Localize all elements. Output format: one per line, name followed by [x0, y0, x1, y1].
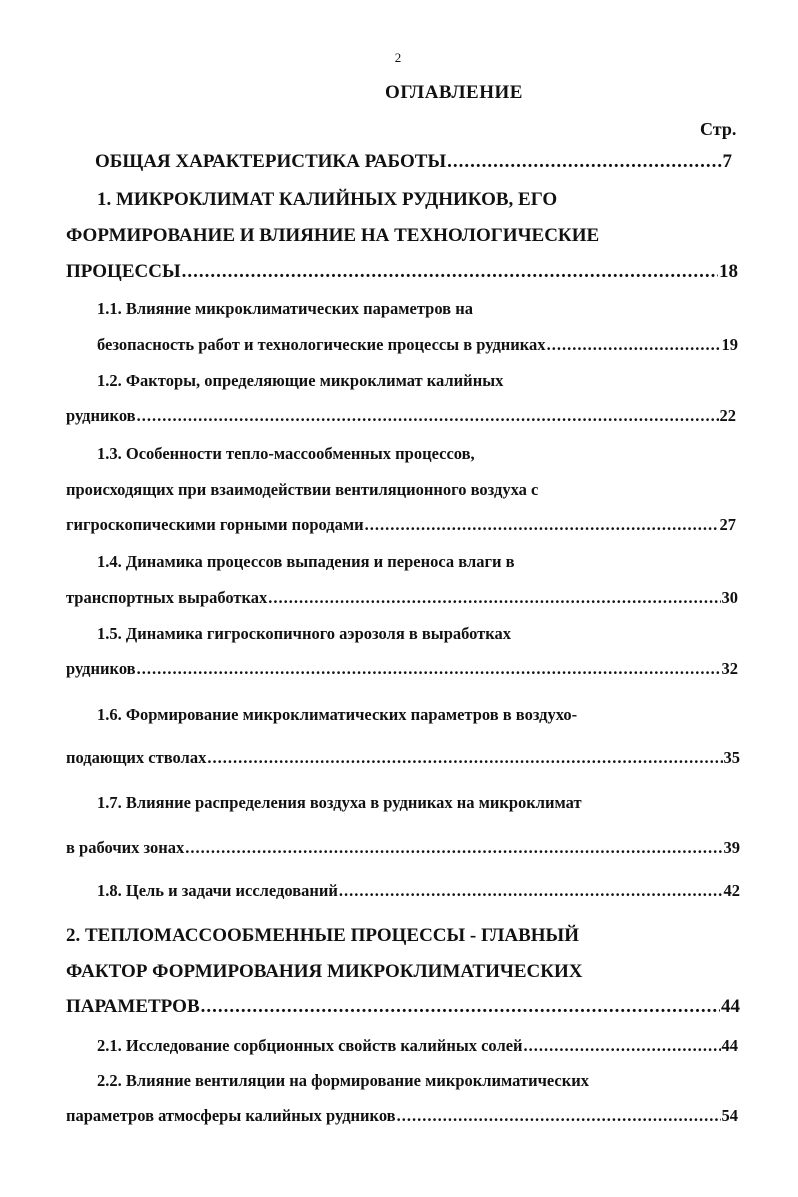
- toc-entry-text: ОБЩАЯ ХАРАКТЕРИСТИКА РАБОТЫ: [95, 151, 447, 172]
- toc-entry-text: подающих стволах: [66, 748, 207, 767]
- leader-dots: [201, 996, 720, 1018]
- toc-section-1-1-line-2[interactable]: [97, 335, 738, 355]
- leader-dots: [339, 881, 723, 901]
- toc-section-1-6-line-2[interactable]: [66, 748, 740, 768]
- leader-dots: [397, 1106, 721, 1126]
- toc-entry-page: 19: [721, 335, 738, 354]
- toc-entry-page: 35: [723, 748, 740, 767]
- leader-dots: [207, 748, 722, 768]
- toc-entry-page: 27: [719, 515, 736, 534]
- toc-entry-page: 7: [722, 151, 732, 172]
- leader-dots: [137, 659, 721, 679]
- leader-dots: [547, 335, 721, 355]
- leader-dots: [447, 151, 721, 173]
- toc-entry-general[interactable]: [95, 151, 732, 173]
- toc-section-1-7-line-2[interactable]: [66, 838, 740, 858]
- toc-entry-text: 1.8. Цель и задачи исследований: [97, 881, 338, 900]
- toc-section-1-6-line-1[interactable]: 1.6. Формирование микроклиматических параметров в воздухо-: [97, 705, 578, 724]
- leader-dots: [137, 406, 719, 426]
- toc-section-1-8[interactable]: [97, 881, 740, 901]
- toc-entry-text: рудников: [66, 406, 136, 425]
- toc-entry-page: 42: [723, 881, 740, 900]
- toc-entry-text: гигроскопическими горными породами: [66, 515, 364, 534]
- toc-section-1-2-line-1[interactable]: 1.2. Факторы, определяющие микроклимат калийных: [97, 371, 504, 390]
- toc-entry-text: безопасность работ и технологические процессы в рудниках: [97, 335, 546, 354]
- page-column-header: Стр.: [700, 119, 737, 139]
- toc-entry-text: транспортных выработках: [66, 588, 268, 607]
- toc-chapter-2-line-2[interactable]: ФАКТОР ФОРМИРОВАНИЯ МИКРОКЛИМАТИЧЕСКИХ: [66, 961, 583, 982]
- toc-entry-text: ПРОЦЕССЫ: [66, 261, 181, 282]
- toc-section-1-3-line-3[interactable]: [66, 515, 736, 535]
- toc-section-2-1[interactable]: [97, 1036, 738, 1056]
- toc-entry-page: 30: [721, 588, 738, 607]
- leader-dots: [268, 588, 720, 608]
- toc-section-2-2-line-1[interactable]: 2.2. Влияние вентиляции на формирование микроклиматических: [97, 1071, 590, 1090]
- toc-section-1-3-line-1[interactable]: 1.3. Особенности тепло-массообменных процессов,: [97, 444, 475, 463]
- leader-dots: [182, 261, 718, 283]
- toc-section-1-7-line-1[interactable]: 1.7. Влияние распределения воздуха в рудниках на микроклимат: [97, 793, 582, 812]
- toc-section-1-1-line-1[interactable]: 1.1. Влияние микроклиматических параметров на: [97, 299, 473, 318]
- toc-entry-text: в рабочих зонах: [66, 838, 185, 857]
- leader-dots: [365, 515, 719, 535]
- toc-entry-page: 18: [719, 261, 738, 282]
- toc-entry-page: 44: [721, 1036, 738, 1055]
- toc-section-1-4-line-1[interactable]: 1.4. Динамика процессов выпадения и переноса влаги в: [97, 552, 515, 571]
- toc-entry-text: ПАРАМЕТРОВ: [66, 996, 200, 1017]
- toc-chapter-1-line-3[interactable]: [66, 261, 738, 283]
- page-title: ОГЛАВЛЕНИЕ: [385, 82, 523, 103]
- toc-chapter-1-line-2[interactable]: ФОРМИРОВАНИЕ И ВЛИЯНИЕ НА ТЕХНОЛОГИЧЕСКИЕ: [66, 225, 600, 246]
- toc-chapter-2-line-3[interactable]: [66, 996, 740, 1018]
- toc-entry-text: 2.1. Исследование сорбционных свойств калийных солей: [97, 1036, 523, 1055]
- toc-entry-page: 22: [719, 406, 736, 425]
- toc-section-1-5-line-1[interactable]: 1.5. Динамика гигроскопичного аэрозоля в выработках: [97, 624, 512, 643]
- leader-dots: [524, 1036, 721, 1056]
- toc-section-1-4-line-2[interactable]: [66, 588, 738, 608]
- toc-entry-page: 44: [721, 996, 740, 1017]
- leader-dots: [185, 838, 722, 858]
- toc-section-2-2-line-2[interactable]: [66, 1106, 738, 1126]
- toc-chapter-1-line-1[interactable]: 1. МИКРОКЛИМАТ КАЛИЙНЫХ РУДНИКОВ, ЕГО: [97, 189, 558, 210]
- toc-section-1-3-line-2[interactable]: происходящих при взаимодействии вентиляционного воздуха с: [66, 480, 539, 499]
- toc-entry-text: рудников: [66, 659, 136, 678]
- toc-entry-page: 39: [723, 838, 740, 857]
- toc-section-1-2-line-2[interactable]: [66, 406, 736, 426]
- page-number: 2: [394, 50, 402, 65]
- toc-section-1-5-line-2[interactable]: [66, 659, 738, 679]
- toc-entry-page: 54: [721, 1106, 738, 1125]
- toc-entry-text: параметров атмосферы калийных рудников: [66, 1106, 396, 1125]
- toc-chapter-2-line-1[interactable]: 2. ТЕПЛОМАССООБМЕННЫЕ ПРОЦЕССЫ - ГЛАВНЫЙ: [66, 925, 579, 946]
- toc-entry-page: 32: [721, 659, 738, 678]
